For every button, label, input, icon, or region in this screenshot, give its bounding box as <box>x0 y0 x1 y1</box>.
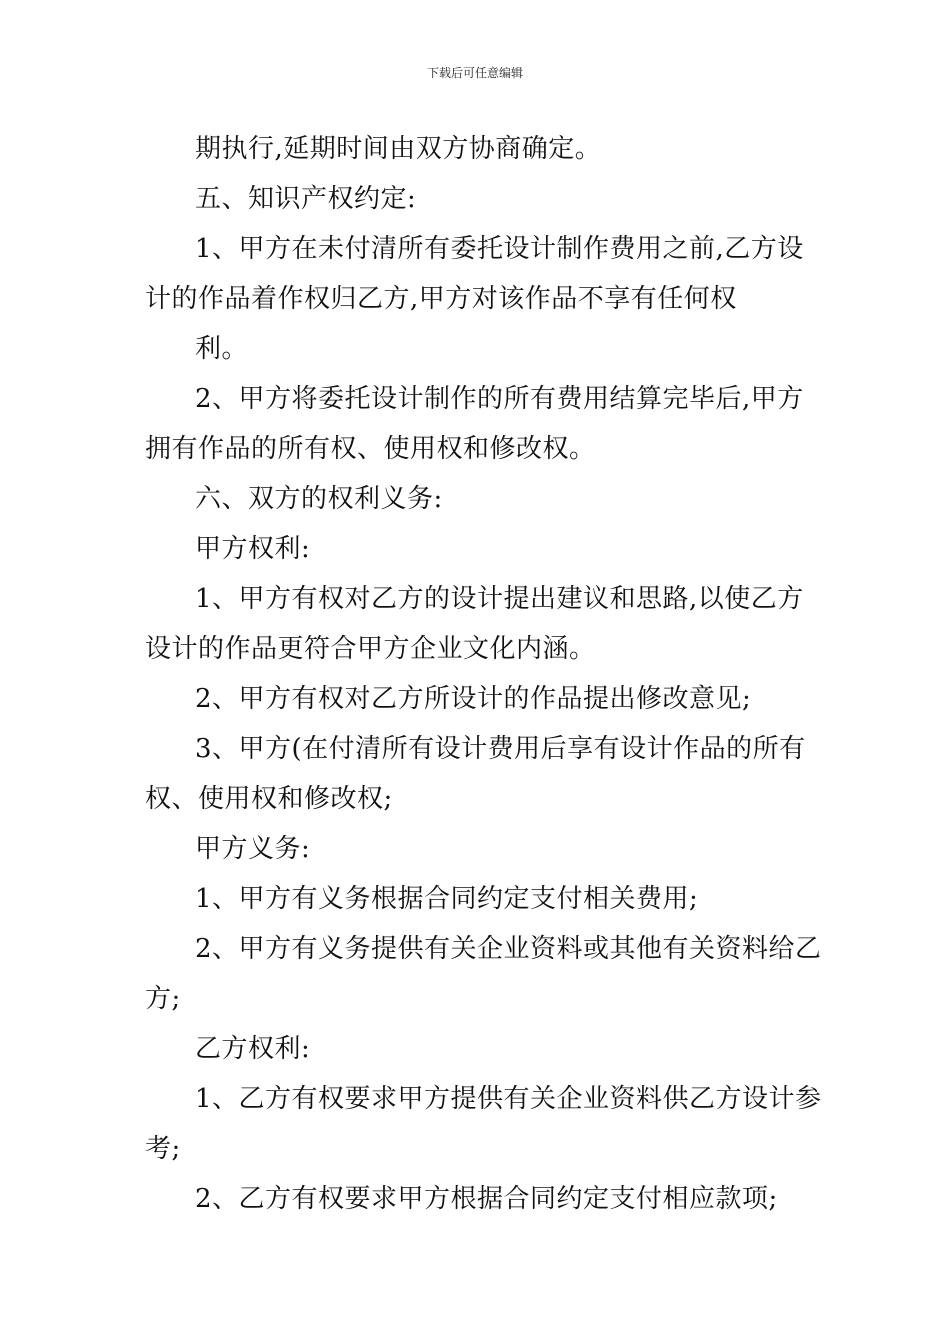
paragraph-line: 2、甲方有义务提供有关企业资料或其他有关资料给乙 <box>195 934 822 964</box>
paragraph-line: 设计的作品更符合甲方企业文化内涵。 <box>145 634 596 664</box>
subsection-heading: 乙方权利: <box>195 1034 311 1064</box>
paragraph-line: 1、甲方有权对乙方的设计提出建议和思路,以使乙方 <box>195 584 804 614</box>
paragraph-line: 2、甲方有权对乙方所设计的作品提出修改意见; <box>195 684 752 714</box>
paragraph-line: 期执行,延期时间由双方协商确定。 <box>195 134 602 164</box>
page-header: 下载后可任意编辑 <box>426 66 523 80</box>
paragraph-line: 1、乙方有权要求甲方提供有关企业资料供乙方设计参 <box>195 1084 822 1114</box>
paragraph-line: 利。 <box>195 334 249 364</box>
paragraph-line: 考; <box>145 1134 181 1164</box>
subsection-heading: 甲方权利: <box>195 534 311 564</box>
paragraph-line: 2、乙方有权要求甲方根据合同约定支付相应款项; <box>195 1184 778 1214</box>
paragraph-line: 3、甲方(在付清所有设计费用后享有设计作品的所有 <box>195 734 806 764</box>
paragraph-line: 1、甲方有义务根据合同约定支付相关费用; <box>195 884 699 914</box>
paragraph-line: 计的作品着作权归乙方,甲方对该作品不享有任何权 <box>145 284 737 314</box>
section-heading: 六、双方的权利义务: <box>195 484 443 514</box>
paragraph-line: 1、甲方在未付清所有委托设计制作费用之前,乙方设 <box>195 234 804 264</box>
paragraph-line: 2、甲方将委托设计制作的所有费用结算完毕后,甲方 <box>195 384 804 414</box>
section-heading: 五、知识产权约定: <box>195 184 417 214</box>
paragraph-line: 拥有作品的所有权、使用权和修改权。 <box>145 434 596 464</box>
paragraph-line: 方; <box>145 984 181 1014</box>
subsection-heading: 甲方义务: <box>195 834 311 864</box>
paragraph-line: 权、使用权和修改权; <box>145 784 393 814</box>
